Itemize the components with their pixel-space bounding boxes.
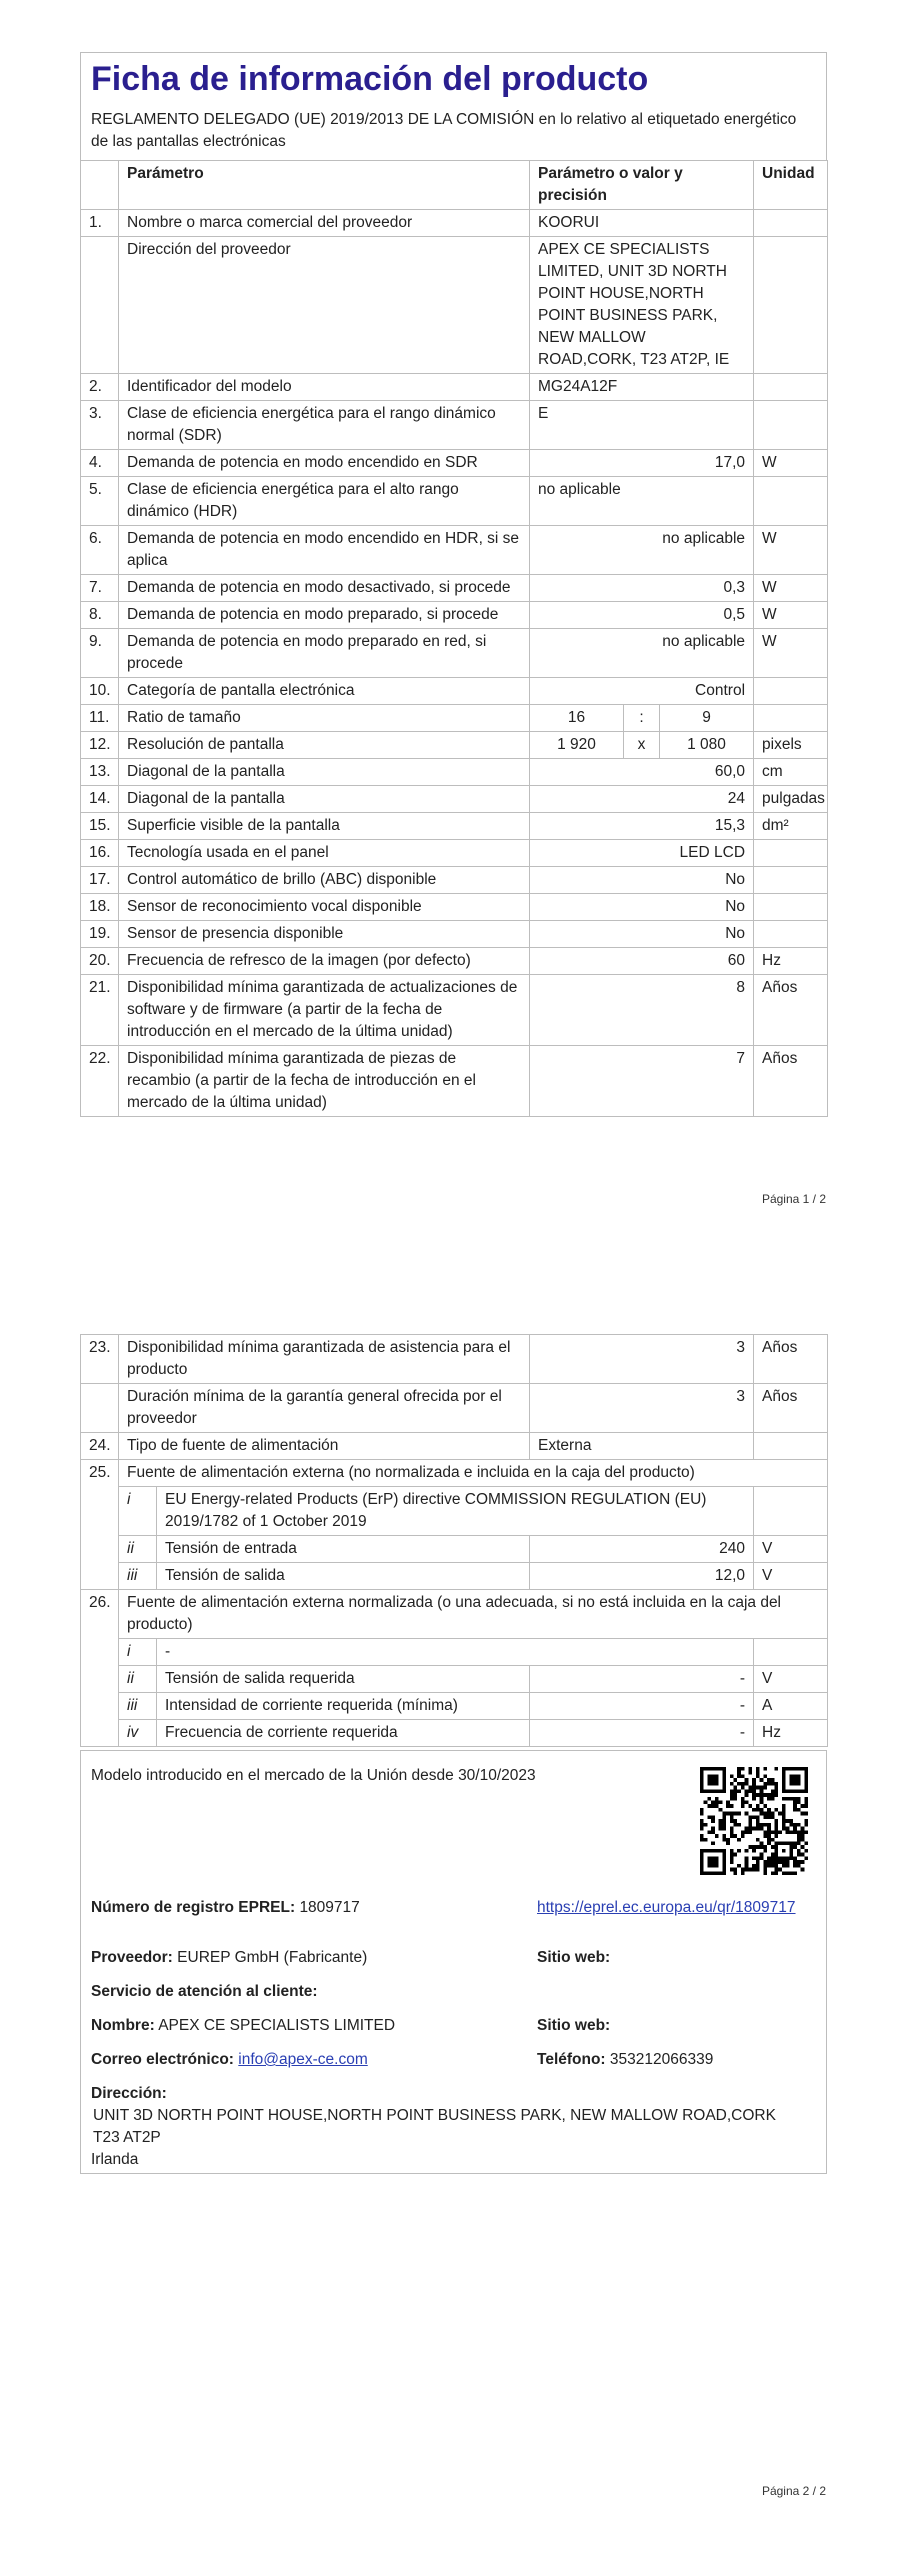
row-unit: W [754,602,828,629]
row-number: 9. [81,629,119,678]
subrow-index: iii [119,1563,157,1590]
subrow-index: ii [119,1536,157,1563]
row-param: Demanda de potencia en modo encendido en HDR, si se aplica [119,526,530,575]
supplier-value: EUREP GmbH (Fabricante) [177,1949,368,1966]
row-value-b: 9 [660,705,754,732]
row-value: no aplicable [530,477,754,526]
row-unit [754,705,828,732]
row-unit: pixels [754,732,828,759]
table-subrow [81,1639,828,1666]
row-value: Externa [530,1433,754,1460]
table-subrow [81,1693,828,1720]
qr-code-icon[interactable] [700,1767,808,1875]
table-row [81,374,828,401]
subrow-index: ii [119,1666,157,1693]
row-unit: dm² [754,813,828,840]
row-param: Ratio de tamaño [119,705,530,732]
table-row [81,867,828,894]
row-unit: Años [754,975,828,1046]
table-row [81,1433,828,1460]
supplier-row [91,1947,367,1969]
table-row-25-title [81,1460,828,1487]
email-link[interactable]: info@apex-ce.com [238,2051,368,2068]
subrow-text: Tensión de salida requerida [157,1666,530,1693]
subrow-unit [754,1487,828,1536]
row-number: 16. [81,840,119,867]
table-row [81,477,828,526]
row-value: No [530,894,754,921]
email-label: Correo electrónico: [91,2051,234,2068]
row-value: 17,0 [530,450,754,477]
header-num [81,161,119,210]
title-box [80,52,827,161]
spec-table-page1 [80,160,827,1117]
row-value-a: 16 [530,705,624,732]
row-value-sep: : [624,705,660,732]
row-value: 15,3 [530,813,754,840]
row-value: MG24A12F [530,374,754,401]
spec-table-page2 [80,1334,827,1747]
row-number: 23. [81,1335,119,1384]
row-number: 5. [81,477,119,526]
row-value: No [530,867,754,894]
table-row [81,629,828,678]
row-param: Diagonal de la pantalla [119,786,530,813]
row-param: Frecuencia de refresco de la imagen (por defecto) [119,948,530,975]
table-subrow [81,1563,828,1590]
row-param: Demanda de potencia en modo preparado en red, si procede [119,629,530,678]
header-value: Parámetro o valor y precisión [530,161,754,210]
subrow-index: i [119,1639,157,1666]
row-param: Clase de eficiencia energética para el alto rango dinámico (HDR) [119,477,530,526]
row-param: Duración mínima de la garantía general ofrecida por el proveedor [119,1384,530,1433]
table-subrow [81,1720,828,1747]
row-value-b: 1 080 [660,732,754,759]
row-unit [754,840,828,867]
row-number: 8. [81,602,119,629]
row-value: 24 [530,786,754,813]
row-value: 3 [530,1384,754,1433]
row-param: Diagonal de la pantalla [119,759,530,786]
row-param: Resolución de pantalla [119,732,530,759]
row-unit: Hz [754,948,828,975]
row-number: 22. [81,1046,119,1117]
row-param: Dirección del proveedor [119,237,530,374]
table-header-row [81,161,828,210]
row-number: 3. [81,401,119,450]
row-param: Categoría de pantalla electrónica [119,678,530,705]
supplier-info-box [80,1750,827,2174]
row-unit [754,1433,828,1460]
table-row [81,210,828,237]
table-row [81,401,828,450]
subrow-text: Frecuencia de corriente requerida [157,1720,530,1747]
page-title: Ficha de información del producto [91,60,649,98]
row-param: Demanda de potencia en modo encendido en SDR [119,450,530,477]
row-value: no aplicable [530,526,754,575]
row-value: E [530,401,754,450]
subrow-text: Tensión de entrada [157,1536,530,1563]
customer-service-label: Servicio de atención al cliente: [91,1983,318,2000]
address-label: Dirección: [91,2085,167,2102]
row-number [81,1384,119,1433]
row-unit [754,678,828,705]
subrow-unit: Hz [754,1720,828,1747]
row-value: 60,0 [530,759,754,786]
table-row-26-title [81,1590,828,1639]
row-param: Disponibilidad mínima garantizada de actualizaciones de software y de firmware (a partir de la fecha de introducción en el mercado de la última unidad) [119,975,530,1046]
row-unit: pulgadas [754,786,828,813]
row-param: Demanda de potencia en modo preparado, si procede [119,602,530,629]
table-row [81,813,828,840]
row-param: Fuente de alimentación externa (no normalizada e incluida en la caja del producto) [119,1460,828,1487]
row-param: Sensor de reconocimiento vocal disponible [119,894,530,921]
contact-name-value: APEX CE SPECIALISTS LIMITED [158,2017,396,2034]
row-param: Nombre o marca comercial del proveedor [119,210,530,237]
subrow-value: 12,0 [530,1563,754,1590]
row-number: 7. [81,575,119,602]
table-row [81,948,828,975]
row-number: 15. [81,813,119,840]
row-unit [754,237,828,374]
row-number: 21. [81,975,119,1046]
subrow-unit: V [754,1536,828,1563]
row-number: 12. [81,732,119,759]
phone-value: 353212066339 [609,2051,714,2068]
row-param: Fuente de alimentación externa normalizada (o una adecuada, si no está incluida en la caja del producto) [119,1590,828,1639]
row-value: 8 [530,975,754,1046]
row-number: 24. [81,1433,119,1460]
row-param: Demanda de potencia en modo desactivado, si procede [119,575,530,602]
row-value-a: 1 920 [530,732,624,759]
row-unit [754,921,828,948]
row-number: 2. [81,374,119,401]
row-value: 60 [530,948,754,975]
row-number: 18. [81,894,119,921]
row-param: Tipo de fuente de alimentación [119,1433,530,1460]
subrow-index: i [119,1487,157,1536]
row-unit: cm [754,759,828,786]
table-row [81,894,828,921]
row-param: Control automático de brillo (ABC) disponible [119,867,530,894]
email-row [91,2049,368,2071]
phone-row [537,2049,713,2071]
table-row [81,1046,828,1117]
eprel-link[interactable]: https://eprel.ec.europa.eu/qr/1809717 [537,1899,796,1916]
market-date: Modelo introducido en el mercado de la Unión desde 30/10/2023 [91,1767,536,1784]
row-unit [754,894,828,921]
row-value: 0,5 [530,602,754,629]
website-label-2: Sitio web: [537,2017,611,2034]
row-value: LED LCD [530,840,754,867]
row-unit: W [754,450,828,477]
row-value: 0,3 [530,575,754,602]
row-number: 6. [81,526,119,575]
row-unit: W [754,526,828,575]
subrow-unit: V [754,1563,828,1590]
subrow-text: EU Energy-related Products (ErP) directive COMMISSION REGULATION (EU) 2019/1782 of 1 October 2019 [157,1487,754,1536]
row-unit: Años [754,1384,828,1433]
subrow-value: - [530,1693,754,1720]
phone-label: Teléfono: [537,2051,606,2068]
row-unit [754,401,828,450]
table-row [81,975,828,1046]
row-value: APEX CE SPECIALISTS LIMITED, UNIT 3D NORTH POINT HOUSE,NORTH POINT BUSINESS PARK, NEW MALLOW ROAD,CORK, T23 AT2P, IE [530,237,754,374]
table-row [81,1384,828,1433]
contact-name-row [91,2015,395,2037]
table-row [81,575,828,602]
row-value: Control [530,678,754,705]
row-unit: W [754,575,828,602]
contact-name-label: Nombre: [91,2017,155,2034]
row-number: 25. [81,1460,119,1590]
row-unit: Años [754,1335,828,1384]
address-line-1: UNIT 3D NORTH POINT HOUSE,NORTH POINT BUSINESS PARK, NEW MALLOW ROAD,CORK [93,2107,776,2124]
row-param: Disponibilidad mínima garantizada de piezas de recambio (a partir de la fecha de introducción en el mercado de la última unidad) [119,1046,530,1117]
row-param: Superficie visible de la pantalla [119,813,530,840]
row-number: 20. [81,948,119,975]
table-row [81,840,828,867]
row-param: Sensor de presencia disponible [119,921,530,948]
row-number: 4. [81,450,119,477]
subrow-unit: V [754,1666,828,1693]
row-value-sep: x [624,732,660,759]
subrow-unit: A [754,1693,828,1720]
row-value: 7 [530,1046,754,1117]
table-subrow [81,1487,828,1536]
header-unit: Unidad [754,161,828,210]
header-param: Parámetro [119,161,530,210]
regulation-subtitle: REGLAMENTO DELEGADO (UE) 2019/2013 DE LA COMISIÓN en lo relativo al etiquetado energético de las pantallas electrónicas [91,111,797,150]
row-unit [754,477,828,526]
subrow-text: Intensidad de corriente requerida (mínima) [157,1693,530,1720]
address-line-2: T23 AT2P [93,2129,161,2146]
table-row [81,705,828,732]
supplier-label: Proveedor: [91,1949,173,1966]
row-param: Clase de eficiencia energética para el rango dinámico normal (SDR) [119,401,530,450]
address-country: Irlanda [91,2151,139,2168]
row-value: No [530,921,754,948]
row-unit [754,374,828,401]
row-value: KOORUI [530,210,754,237]
row-value: no aplicable [530,629,754,678]
table-row [81,732,828,759]
row-number: 26. [81,1590,119,1747]
table-subrow [81,1666,828,1693]
row-param: Disponibilidad mínima garantizada de asistencia para el producto [119,1335,530,1384]
table-row [81,526,828,575]
page-number-2: Página 2 / 2 [761,2484,826,2498]
row-number: 13. [81,759,119,786]
table-row [81,678,828,705]
page-number-1: Página 1 / 2 [761,1192,826,1206]
subrow-unit [754,1639,828,1666]
table-row [81,450,828,477]
eprel-label: Número de registro EPREL: [91,1899,296,1916]
row-unit [754,867,828,894]
subrow-value: - [530,1666,754,1693]
table-row [81,759,828,786]
website-label: Sitio web: [537,1949,611,1966]
row-number: 11. [81,705,119,732]
table-row [81,602,828,629]
subrow-value: 240 [530,1536,754,1563]
subrow-index: iv [119,1720,157,1747]
table-row [81,1335,828,1384]
row-number [81,237,119,374]
row-param: Tecnología usada en el panel [119,840,530,867]
row-param: Identificador del modelo [119,374,530,401]
row-unit [754,210,828,237]
table-row [81,237,828,374]
table-row [81,786,828,813]
row-number: 10. [81,678,119,705]
subrow-index: iii [119,1693,157,1720]
row-value: 3 [530,1335,754,1384]
eprel-row [91,1897,360,1919]
row-unit: W [754,629,828,678]
row-number: 14. [81,786,119,813]
table-row [81,921,828,948]
row-unit: Años [754,1046,828,1117]
row-number: 1. [81,210,119,237]
subrow-text: - [157,1639,754,1666]
row-number: 17. [81,867,119,894]
subrow-text: Tensión de salida [157,1563,530,1590]
row-number: 19. [81,921,119,948]
subrow-value: - [530,1720,754,1747]
eprel-value: 1809717 [299,1899,360,1916]
table-subrow [81,1536,828,1563]
